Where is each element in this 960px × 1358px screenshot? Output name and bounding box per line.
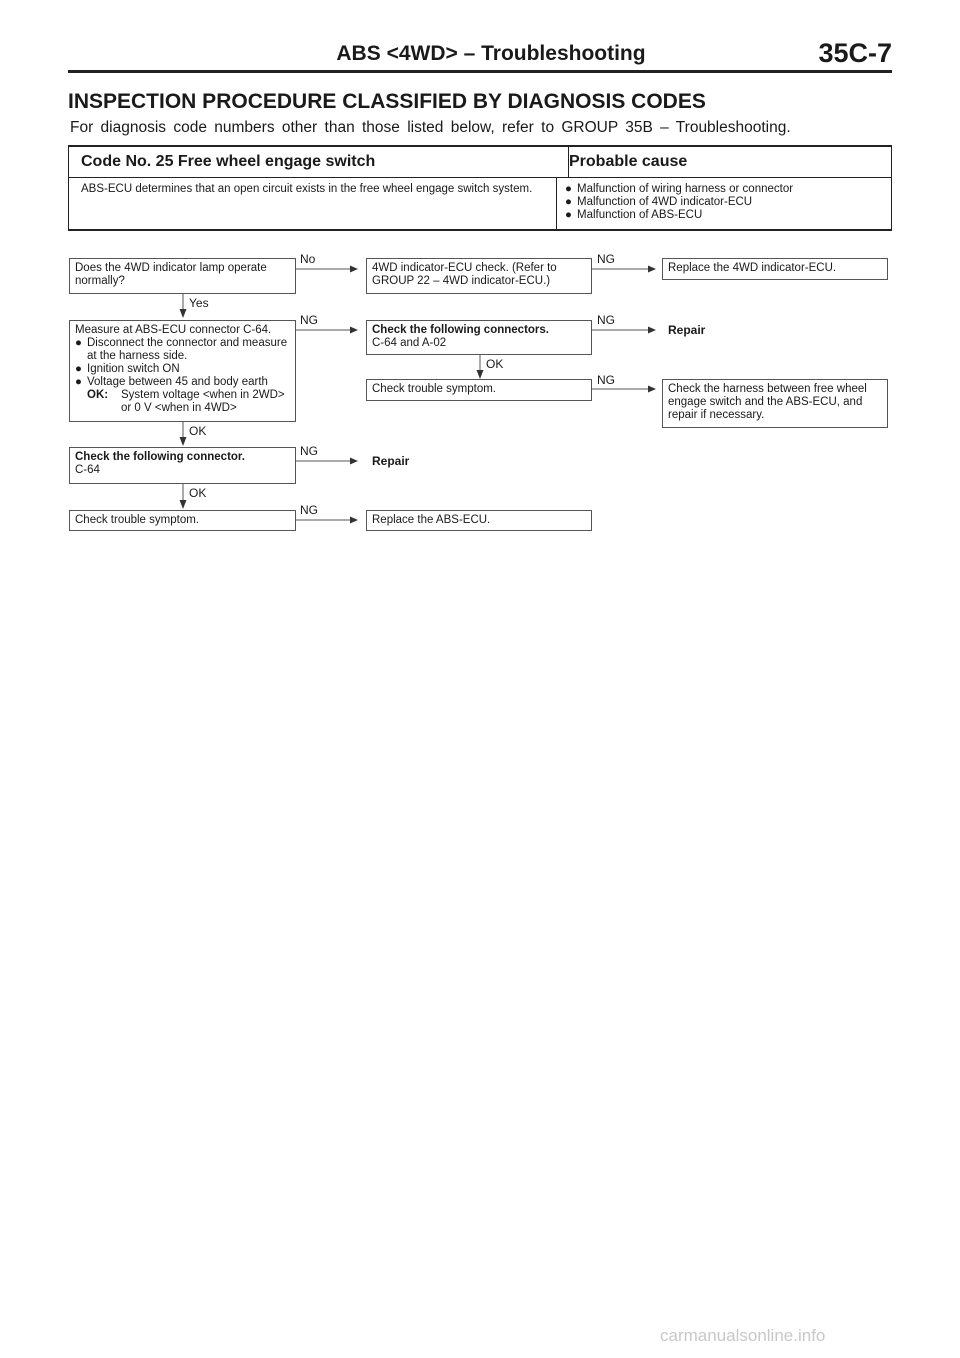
- arrowhead-icon: [648, 266, 656, 273]
- code-description: ABS-ECU determines that an open circuit exists in the free wheel engage switch system.: [81, 183, 533, 195]
- footer-watermark: carmanualsonline.info: [660, 1326, 826, 1345]
- section-intro: For diagnosis code numbers other than those listed below, refer to GROUP 35B – Troubleshooting.: [70, 119, 791, 136]
- page-code: 35C-7: [818, 38, 892, 68]
- code-column-header: Code No. 25 Free wheel engage switch: [69, 147, 569, 178]
- arrowhead-icon: [350, 266, 358, 273]
- ng-label: NG: [597, 373, 615, 387]
- ng-label: NG: [300, 444, 318, 458]
- check-connector-title: Check the following connector.: [75, 451, 245, 463]
- cause-text: Malfunction of 4WD indicator-ECU: [577, 196, 753, 208]
- ng-label: NG: [597, 252, 615, 266]
- page-header-title: ABS <4WD> – Troubleshooting: [336, 42, 646, 65]
- measure-step: [75, 337, 290, 363]
- ng-label: NG: [597, 313, 615, 327]
- arrowhead-icon: [477, 370, 484, 379]
- probable-cause-header: Probable cause: [556, 147, 891, 178]
- check-connectors-box: [366, 320, 592, 355]
- ok-label: OK: [486, 357, 504, 371]
- ng-label: NG: [300, 313, 318, 327]
- measure-step-text: Voltage between 45 and body earth: [87, 376, 268, 388]
- bullet-icon: ●: [565, 196, 572, 208]
- check-connector-id: C-64: [75, 464, 100, 476]
- arrowhead-icon: [350, 517, 358, 524]
- ok-criteria-value: System voltage <when in 2WD> or 0 V <when in 4WD>: [121, 389, 285, 414]
- ok-criteria-label: OK:: [87, 389, 109, 401]
- repair-result: Repair: [668, 323, 706, 337]
- trouble-symptom-box: Check trouble symptom.: [366, 379, 592, 401]
- ok-label: OK: [189, 486, 207, 500]
- measure-title: Measure at ABS-ECU connector C-64.: [75, 324, 272, 336]
- replace-abs-box: Replace the ABS-ECU.: [366, 510, 592, 531]
- bullet-icon: ●: [75, 363, 82, 375]
- measure-step: [75, 376, 290, 389]
- arrowhead-icon: [648, 386, 656, 393]
- section-heading: INSPECTION PROCEDURE CLASSIFIED BY DIAGNOSIS CODES: [68, 90, 706, 113]
- arrowhead-icon: [350, 327, 358, 334]
- arrowhead-icon: [180, 500, 187, 509]
- yes-label: Yes: [189, 296, 209, 310]
- arrowhead-icon: [648, 327, 656, 334]
- check-connector-box: [69, 447, 296, 484]
- ok-label: OK: [189, 424, 207, 438]
- arrowhead-icon: [180, 437, 187, 446]
- check-connectors-title: Check the following connectors.: [372, 324, 549, 336]
- trouble-symptom-box: Check trouble symptom.: [69, 510, 296, 531]
- bullet-icon: ●: [565, 183, 572, 195]
- measure-step-text: Ignition switch ON: [87, 363, 180, 375]
- measure-box: [69, 320, 296, 422]
- no-label: No: [300, 252, 316, 266]
- measure-ok-criteria: [75, 389, 290, 415]
- check-harness-box: Check the harness between free wheel engage switch and the ABS-ECU, and repair if necessary.: [662, 379, 888, 428]
- replace-indicator-box: Replace the 4WD indicator-ECU.: [662, 258, 888, 280]
- measure-step-text: Disconnect the connector and measure at the harness side.: [87, 337, 288, 362]
- cause-text: Malfunction of wiring harness or connector: [577, 183, 794, 195]
- cause-text: Malfunction of ABS-ECU: [577, 209, 703, 221]
- ng-label: NG: [300, 503, 318, 517]
- ecu-check-box: 4WD indicator-ECU check. (Refer to GROUP 22 – 4WD indicator-ECU.): [366, 258, 592, 294]
- bullet-icon: ●: [565, 209, 572, 221]
- repair-result: Repair: [372, 454, 410, 468]
- arrowhead-icon: [180, 309, 187, 318]
- measure-step: [75, 363, 290, 376]
- check-connectors-ids: C-64 and A-02: [372, 337, 447, 349]
- bullet-icon: ●: [75, 337, 82, 349]
- arrowhead-icon: [350, 458, 358, 465]
- bullet-icon: ●: [75, 376, 82, 388]
- question-4wd-lamp: Does the 4WD indicator lamp operate normally?: [69, 258, 296, 294]
